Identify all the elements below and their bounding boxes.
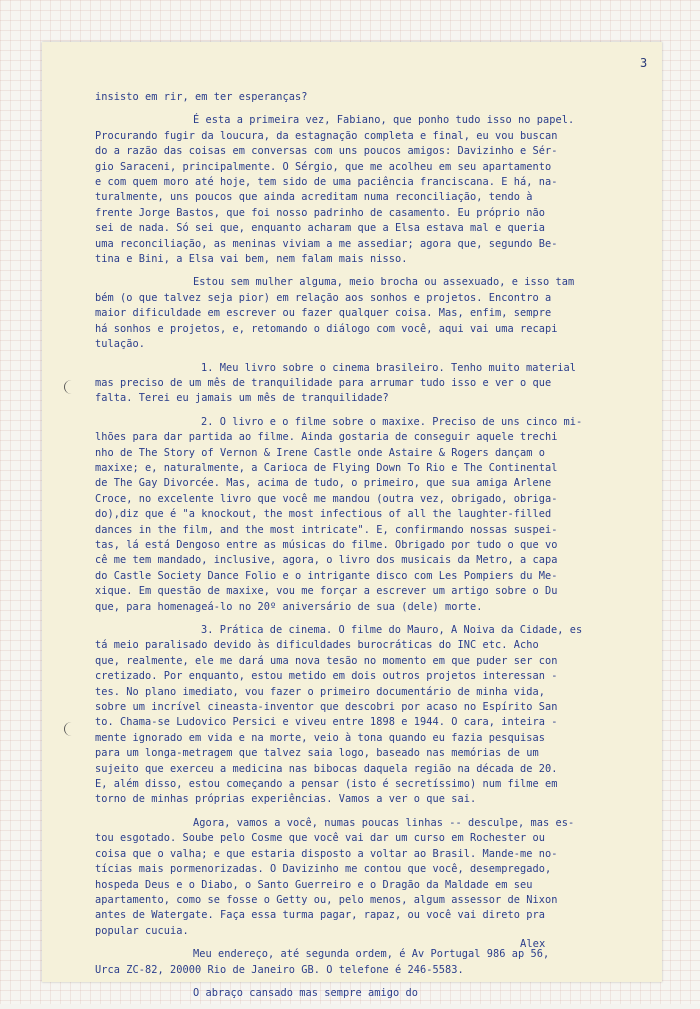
paragraph-item-3: 3. Prática de cinema. O filme do Mauro, A Noiva da Cidade, es tá meio paralisado devido às dificuldades burocráticas do INC etc. Acho que, realmente, ele me dará uma nova tesão no momento em que puder ser con cretizado. Por enquanto, estou metido em dois outros projetos interessan - tes. No plano imediato, vou fazer o primeiro documentário de minha vida, sobre um incrível cineasta-inventor que descobri por acaso no Espírito San to. Chama-se Ludovico Persici e viveu entre 1898 e 1944. O cara, inteira - mente ignorado em vida e na morte, veio à tona quando eu fazia pesquisas para um longa-metragem que talvez saia logo, baseado nas memórias de um sujeito que exerceu a medicina nas bibocas daquela região na década de 20. E, além disso, estou começando a pensar (isto é secretíssimo) num filme em torno de minhas próprias experiências. Vamos a ver o que sai. [95,624,583,806]
paragraph-intro: insisto em rir, em ter esperanças? [95,91,308,103]
letter-body [95,90,655,1009]
paragraph-closing: O abraço cansado mas sempre amigo do [193,986,418,999]
punch-hole-mark [64,722,79,736]
paragraph-without-woman: Estou sem mulher alguma, meio brocha ou assexuado, e isso tam bém (o que talvez seja pior) em relação aos sonhos e projetos. Encontro a maior dificuldade em escrever ou fazer qualquer coisa. Mas, enfim, sempre há sonhos e projetos, e, retomando o diálogo com você, aqui vai uma recapi tulação. [95,276,575,351]
paragraph-item-1: 1. Meu livro sobre o cinema brasileiro. Tenho muito material mas preciso de um mês de tranquilidade para arrumar tudo isso e ver o que falta. Terei eu jamais um mês de tranquilidade? [95,361,576,405]
paragraph-address: Meu endereço, até segunda ordem, é Av Portugal 986 ap 56, Urca ZC-82, 20000 Rio de Janeiro GB. O telefone é 246-5583. [95,948,550,976]
paragraph-about-you: Agora, vamos a você, numas poucas linhas -- desculpe, mas es- tou esgotado. Soube pelo Cosme que você vai dar um curso em Rochester ou coisa que o valha; e que estaria disposto a voltar ao Brasil. Mande-me no- tícias mais pormenorizadas. O Davizinho me contou que você, desempregado, hospeda Deus e o Diabo, o Santo Guerreiro e o Dragão da Maldade em seu apartamento, como se fosse o Getty ou, pelo menos, algum assessor de Nixon antes de Watergate. Faça essa turma pagar, rapaz, ou você vai direto pra popular cucuia. [95,816,575,937]
page-number: 3 [640,56,648,70]
paragraph-first-time: É esta a primeira vez, Fabiano, que ponho tudo isso no papel. Procurando fugir da loucura, da estagnação completa e final, eu vou buscan do a razão das coisas em conversas com uns poucos amigos: Davizinho e Sér- gio Saraceni, principalmente. O Sérgio, que me acolheu em seu apartamento e com quem moro até hoje, tem sido de uma paciência franciscana. E há, na- turalmente, uns poucos que ainda acreditam numa reconciliação, tendo à frente Jorge Bastos, que foi nosso padrinho de casamento. Eu próprio não sei de nada. Só sei que, enquanto acharam que a Elsa estava mal e queria uma reconciliação, as meninas viviam a me assediar; agora que, segundo Be- tina e Bini, a Elsa vai bem, nem falam mais nisso. [95,114,575,266]
paragraph-item-2: 2. O livro e o filme sobre o maxixe. Preciso de uns cinco mi- lhões para dar partida ao filme. Ainda gostaria de conseguir aquele trechi nho de The Story of Vernon & Irene Castle onde Astaire & Rogers dançam o maxixe; e, naturalmente, a Carioca de Flying Down To Rio e The Continental de The Gay Divorcée. Mas, acima de tudo, o primeiro, que sua amiga Arlene Croce, no excelente livro que você me mandou (outra vez, obrigado, obriga- do),diz que é "a knockout, the most infectious of all the laughter-filled dances in the film, and the most intricate". E, confirmando nossas suspei- tas, lá está Dengoso entre as músicas do filme. Obrigado por tudo o que vo cê me tem mandado, inclusive, agora, o livro dos musicais da Metro, a capa do Castle Society Dance Folio e o intrigante disco com Les Pompiers du Me- xique. Em questão de maxixe, vou me forçar a escrever um artigo sobre o Du que, para homenageá-lo no 20º aniversário de sua (dele) morte. [95,415,583,613]
punch-hole-mark [64,380,79,394]
signature: Alex [520,938,546,950]
